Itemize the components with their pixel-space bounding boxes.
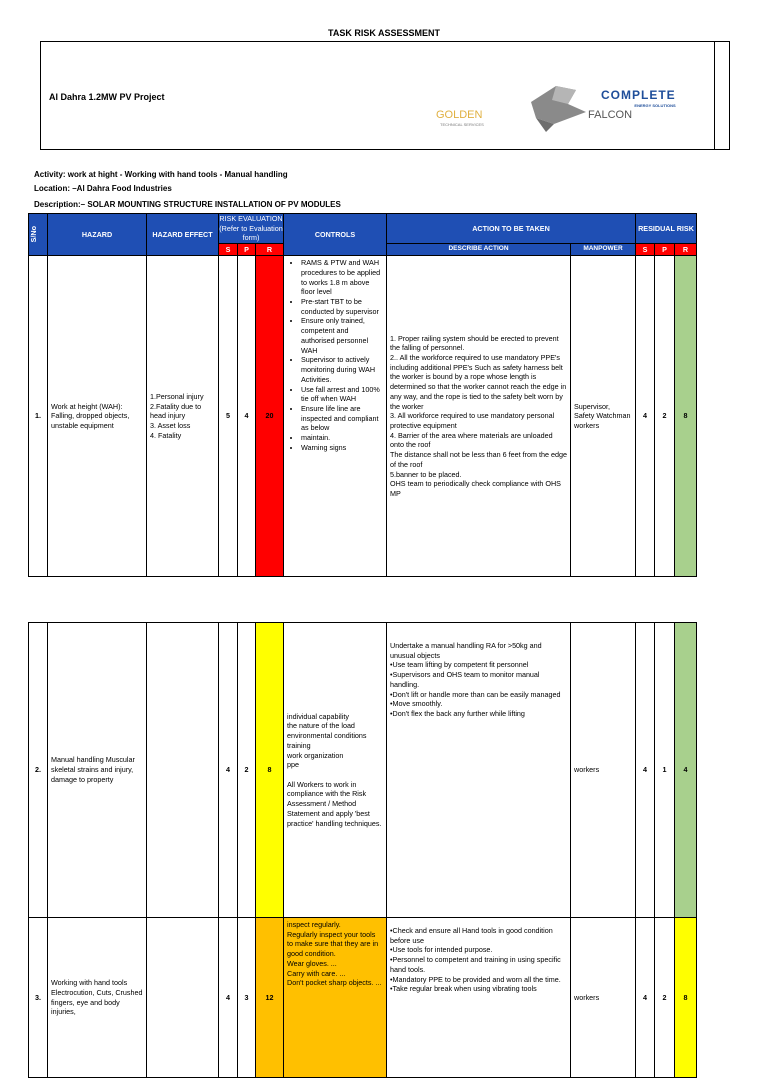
- control-item: • Use fall arrest and 100% tie off when WAH: [301, 385, 383, 404]
- header-hazard: HAZARD: [48, 214, 147, 256]
- hazard-effect-cell: [147, 623, 219, 918]
- header-risk-evaluation: RISK EVALUATION (Refer to Evaluation form): [219, 214, 283, 243]
- severity-cell: 5: [219, 256, 238, 577]
- header-residual-risk: RESIDUAL RISK: [636, 214, 697, 244]
- residual-severity-cell: 4: [636, 918, 655, 1078]
- header-residual-s: S: [636, 244, 655, 256]
- risk-cell: 12: [256, 918, 284, 1078]
- hazard-cell: Work at height (WAH): Falling, dropped objects, unstable equipment: [48, 256, 147, 577]
- risk-cell: 8: [256, 623, 284, 918]
- header-s: S: [219, 244, 238, 256]
- header-manpower: MANPOWER: [571, 244, 636, 256]
- control-item: • Ensure only trained, competent and authorised personnel WAH: [301, 316, 383, 355]
- complete-logo-text: COMPLETE: [601, 88, 676, 102]
- svg-text:FALCON: FALCON: [588, 109, 633, 121]
- svg-text:GOLDEN: GOLDEN: [436, 109, 483, 121]
- row-number: 1.: [29, 256, 48, 577]
- action-cell: •Check and ensure all Hand tools in good condition before use •Use tools for intended purpose. •Personnel to competent and training in using specific hand tools. •Mandatory PPE to be provided and worn all the time. •Take regular break when using vibrating tools: [387, 918, 571, 1078]
- residual-severity-cell: 4: [636, 623, 655, 918]
- probability-cell: 2: [238, 623, 256, 918]
- control-item: • RAMS & PTW and WAH procedures to be applied to works 1.8 m above floor level: [301, 258, 383, 297]
- risk-cell: 20: [256, 256, 284, 577]
- header-controls: CONTROLS: [284, 214, 387, 256]
- complete-logo-sub: ENERGY SOLUTIONS: [634, 103, 676, 108]
- header-p: P: [238, 244, 256, 256]
- project-name: Al Dahra 1.2MW PV Project: [49, 92, 165, 102]
- controls-list: [287, 258, 383, 452]
- row-number: 2.: [29, 623, 48, 918]
- hazard-cell: Working with hand tools Electrocution, Cuts, Crushed fingers, eye and body injuries,: [48, 918, 147, 1078]
- residual-risk-cell: 8: [675, 918, 697, 1078]
- header-r: R: [256, 244, 284, 256]
- risk-table-2: [28, 622, 697, 1078]
- header-residual-r: R: [675, 244, 697, 256]
- description-line: Description:– SOLAR MOUNTING STRUCTURE INSTALLATION OF PV MODULES: [34, 200, 341, 209]
- control-item: • Pre-start TBT to be conducted by supervisor: [301, 297, 383, 316]
- header-residual-p: P: [655, 244, 675, 256]
- residual-probability-cell: 2: [655, 918, 675, 1078]
- location-line: Location: –Al Dahra Food Industries: [34, 184, 172, 193]
- manpower-cell: workers: [571, 623, 636, 918]
- hazard-cell: Manual handling Muscular skeletal strains and injury, damage to property: [48, 623, 147, 918]
- residual-probability-cell: 1: [655, 623, 675, 918]
- residual-risk-cell: 4: [675, 623, 697, 918]
- action-cell: 1. Proper railing system should be erected to prevent the falling of personnel. 2.. All the workforce required to use mandatory PPE's including additional PPE's Such as safety harness belt the worker is bound by a rope whose length is determined so that the worker cannot reach the edge in any way, and the rope is tied to the safety belt worn by the worker 3. All workforce required to use mandatory personal protective equipment 4. Barrier of the area where materials are unloaded onto the roof The distance shall not be less than 6 feet from the edge of the roof 5.banner to be placed. OHS team to periodically check compliance with OHS MP: [387, 256, 571, 577]
- residual-severity-cell: 4: [636, 256, 655, 577]
- control-item: • maintain.: [301, 433, 383, 443]
- header-sno: S/No: [29, 214, 48, 256]
- header-action: ACTION TO BE TAKEN: [387, 214, 636, 244]
- action-cell: Undertake a manual handling RA for >50kg and unusual objects •Use team lifting by competent fit personnel •Supervisors and OHS team to monitor manual handling. •Don't lift or handle more than can be easily managed •Move smoothly. •Don't flex the back any further while lifting: [387, 623, 571, 918]
- row-number: 3.: [29, 918, 48, 1078]
- hazard-effect-cell: [147, 918, 219, 1078]
- residual-risk-cell: 8: [675, 256, 697, 577]
- table-row: [29, 256, 697, 577]
- hazard-effect-cell: 1.Personal injury 2.Fatality due to head injury 3. Asset loss 4. Fatality: [147, 256, 219, 577]
- table-row: [29, 918, 697, 1078]
- residual-probability-cell: 2: [655, 256, 675, 577]
- manpower-cell: Supervisor, Safety Watchman workers: [571, 256, 636, 577]
- manpower-cell: workers: [571, 918, 636, 1078]
- complete-energy-logo: [601, 88, 676, 108]
- severity-cell: 4: [219, 623, 238, 918]
- probability-cell: 3: [238, 918, 256, 1078]
- risk-table-1: [28, 213, 697, 577]
- controls-cell: inspect regularly. Regularly inspect your tools to make sure that they are in good condition. Wear gloves. ... Carry with care. ... Don't pocket sharp objects. ...: [284, 918, 387, 1078]
- activity-line: Activity: work at hight - Working with hand tools - Manual handling: [34, 170, 288, 179]
- control-item: • Supervisor to actively monitoring during WAH Activities.: [301, 355, 383, 384]
- severity-cell: 4: [219, 918, 238, 1078]
- control-item: • Warning signs: [301, 443, 383, 453]
- document-title: TASK RISK ASSESSMENT: [327, 28, 440, 38]
- control-item: • Ensure life line are inspected and compliant as below: [301, 404, 383, 433]
- header-describe-action: DESCRIBE ACTION: [387, 244, 571, 256]
- svg-text:TECHNICAL SERVICES: TECHNICAL SERVICES: [440, 122, 484, 127]
- controls-cell: [284, 256, 387, 577]
- probability-cell: 4: [238, 256, 256, 577]
- header-right-cell: [714, 42, 729, 150]
- header-box: [40, 41, 730, 150]
- header-hazard-effect: HAZARD EFFECT: [147, 214, 219, 256]
- controls-cell: individual capability the nature of the load environmental conditions training work organization ppe All Workers to work in compliance with the Risk Assessment / Method Statement and apply 'best practice' handling techniques.: [284, 623, 387, 918]
- table-row: [29, 623, 697, 918]
